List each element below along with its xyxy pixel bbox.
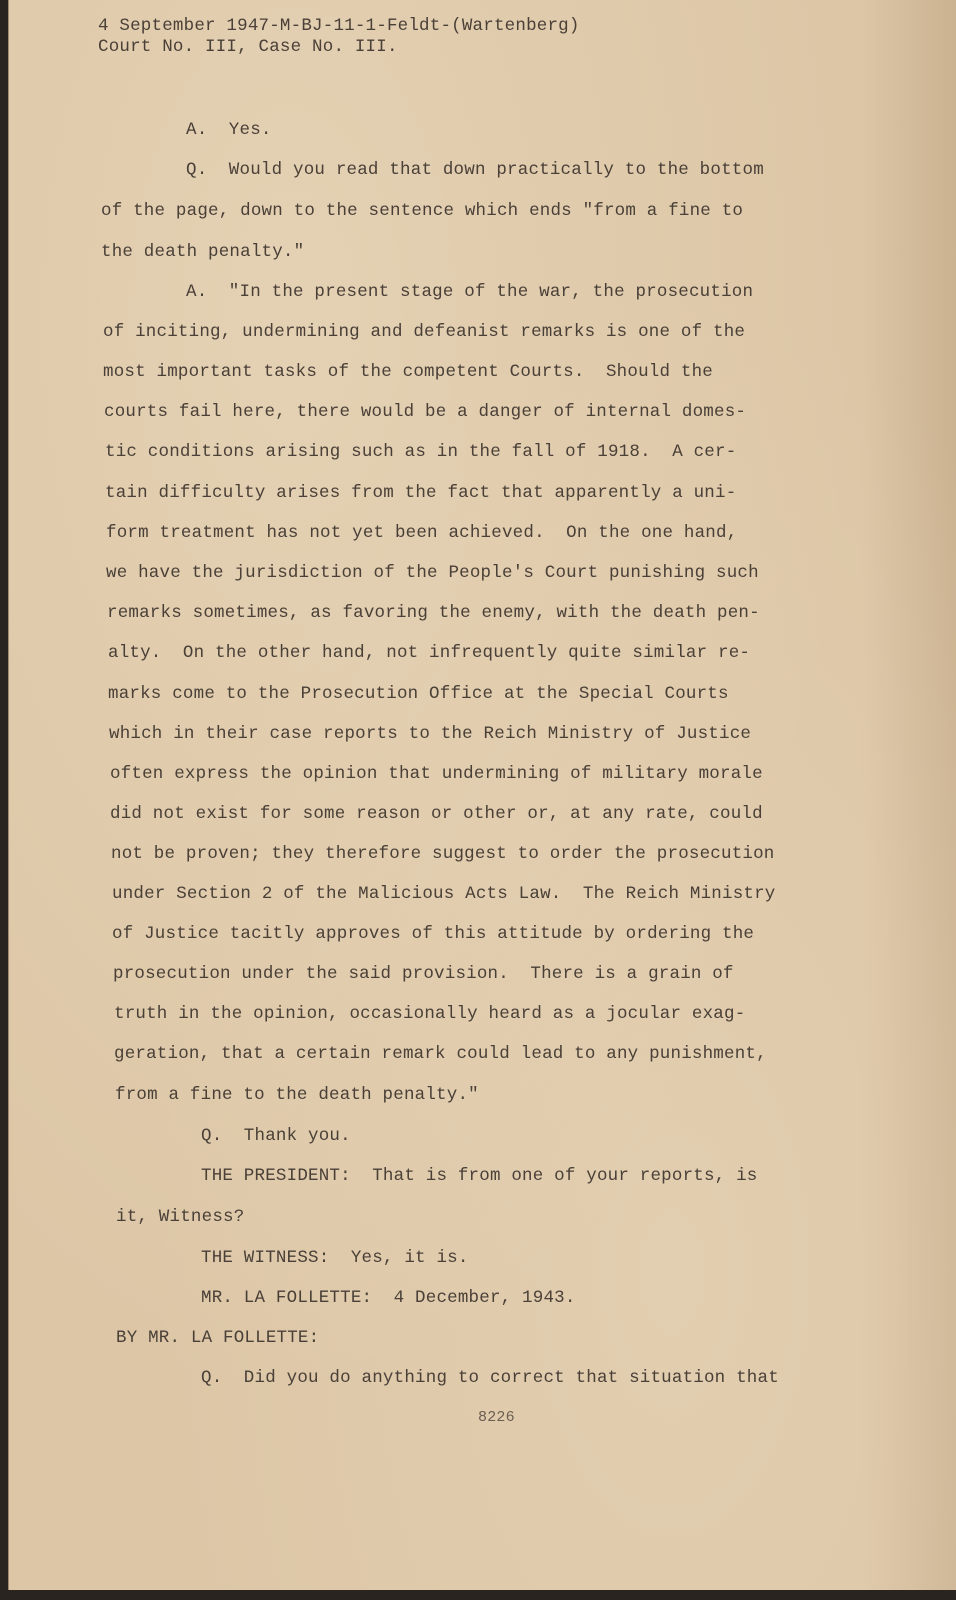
transcript-line: A. "In the present stage of the war, the prosecution (186, 282, 754, 302)
transcript-line: form treatment has not yet been achieved. On the one hand, (106, 523, 738, 543)
transcript-line: of Justice tacitly approves of this attitude by ordering the (112, 924, 755, 944)
transcript-line: geration, that a certain remark could lead to any punishment, (114, 1044, 767, 1064)
transcript-line: of inciting, undermining and defeanist remarks is one of the (103, 322, 746, 342)
transcript-line: Q. Would you read that down practically to the bottom (186, 160, 764, 180)
transcript-line: Q. Did you do anything to correct that situation that (201, 1368, 779, 1388)
transcript-line: A. Yes. (186, 120, 272, 140)
header-line-2: Court No. III, Case No. III. (98, 37, 398, 57)
transcript-line: which in their case reports to the Reich Ministry of Justice (109, 724, 752, 744)
transcript-line: THE WITNESS: Yes, it is. (201, 1248, 469, 1268)
transcript-line: from a fine to the death penalty." (115, 1085, 479, 1105)
document-page (8, 0, 956, 1590)
transcript-line: tic conditions arising such as in the fall of 1918. A cer- (105, 442, 737, 462)
transcript-line: alty. On the other hand, not infrequently quite similar re- (108, 643, 751, 663)
transcript-line: we have the jurisdiction of the People's Court punishing such (106, 563, 759, 583)
transcript-line: remarks sometimes, as favoring the enemy, with the death pen- (107, 603, 760, 623)
transcript-line: marks come to the Prosecution Office at the Special Courts (108, 684, 729, 704)
transcript-line: most important tasks of the competent Courts. Should the (103, 362, 713, 382)
transcript-line: MR. LA FOLLETTE: 4 December, 1943. (201, 1288, 576, 1308)
transcript-line: tain difficulty arises from the fact that apparently a uni- (105, 483, 737, 503)
transcript-line: did not exist for some reason or other or, at any rate, could (110, 804, 763, 824)
transcript-line: Q. Thank you. (201, 1126, 351, 1146)
transcript-line: courts fail here, there would be a danger of internal domes- (104, 402, 747, 422)
transcript-line: the death penalty." (101, 242, 305, 262)
transcript-line: prosecution under the said provision. There is a grain of (113, 964, 734, 984)
transcript-line: it, Witness? (116, 1207, 245, 1227)
transcript-line: BY MR. LA FOLLETTE: (116, 1328, 320, 1348)
transcript-line: often express the opinion that undermining of military morale (110, 764, 763, 784)
transcript-line: not be proven; they therefore suggest to order the prosecution (111, 844, 775, 864)
transcript-line: THE PRESIDENT: That is from one of your reports, is (201, 1166, 758, 1186)
transcript-line: truth in the opinion, occasionally heard as a jocular exag- (114, 1004, 746, 1024)
transcript-line: of the page, down to the sentence which ends "from a fine to (101, 201, 744, 221)
transcript-line: under Section 2 of the Malicious Acts Law. The Reich Ministry (112, 884, 776, 904)
header-line-1: 4 September 1947-M-BJ-11-1-Feldt-(Wartenberg) (98, 16, 580, 36)
page-number: 8226 (478, 1409, 515, 1426)
